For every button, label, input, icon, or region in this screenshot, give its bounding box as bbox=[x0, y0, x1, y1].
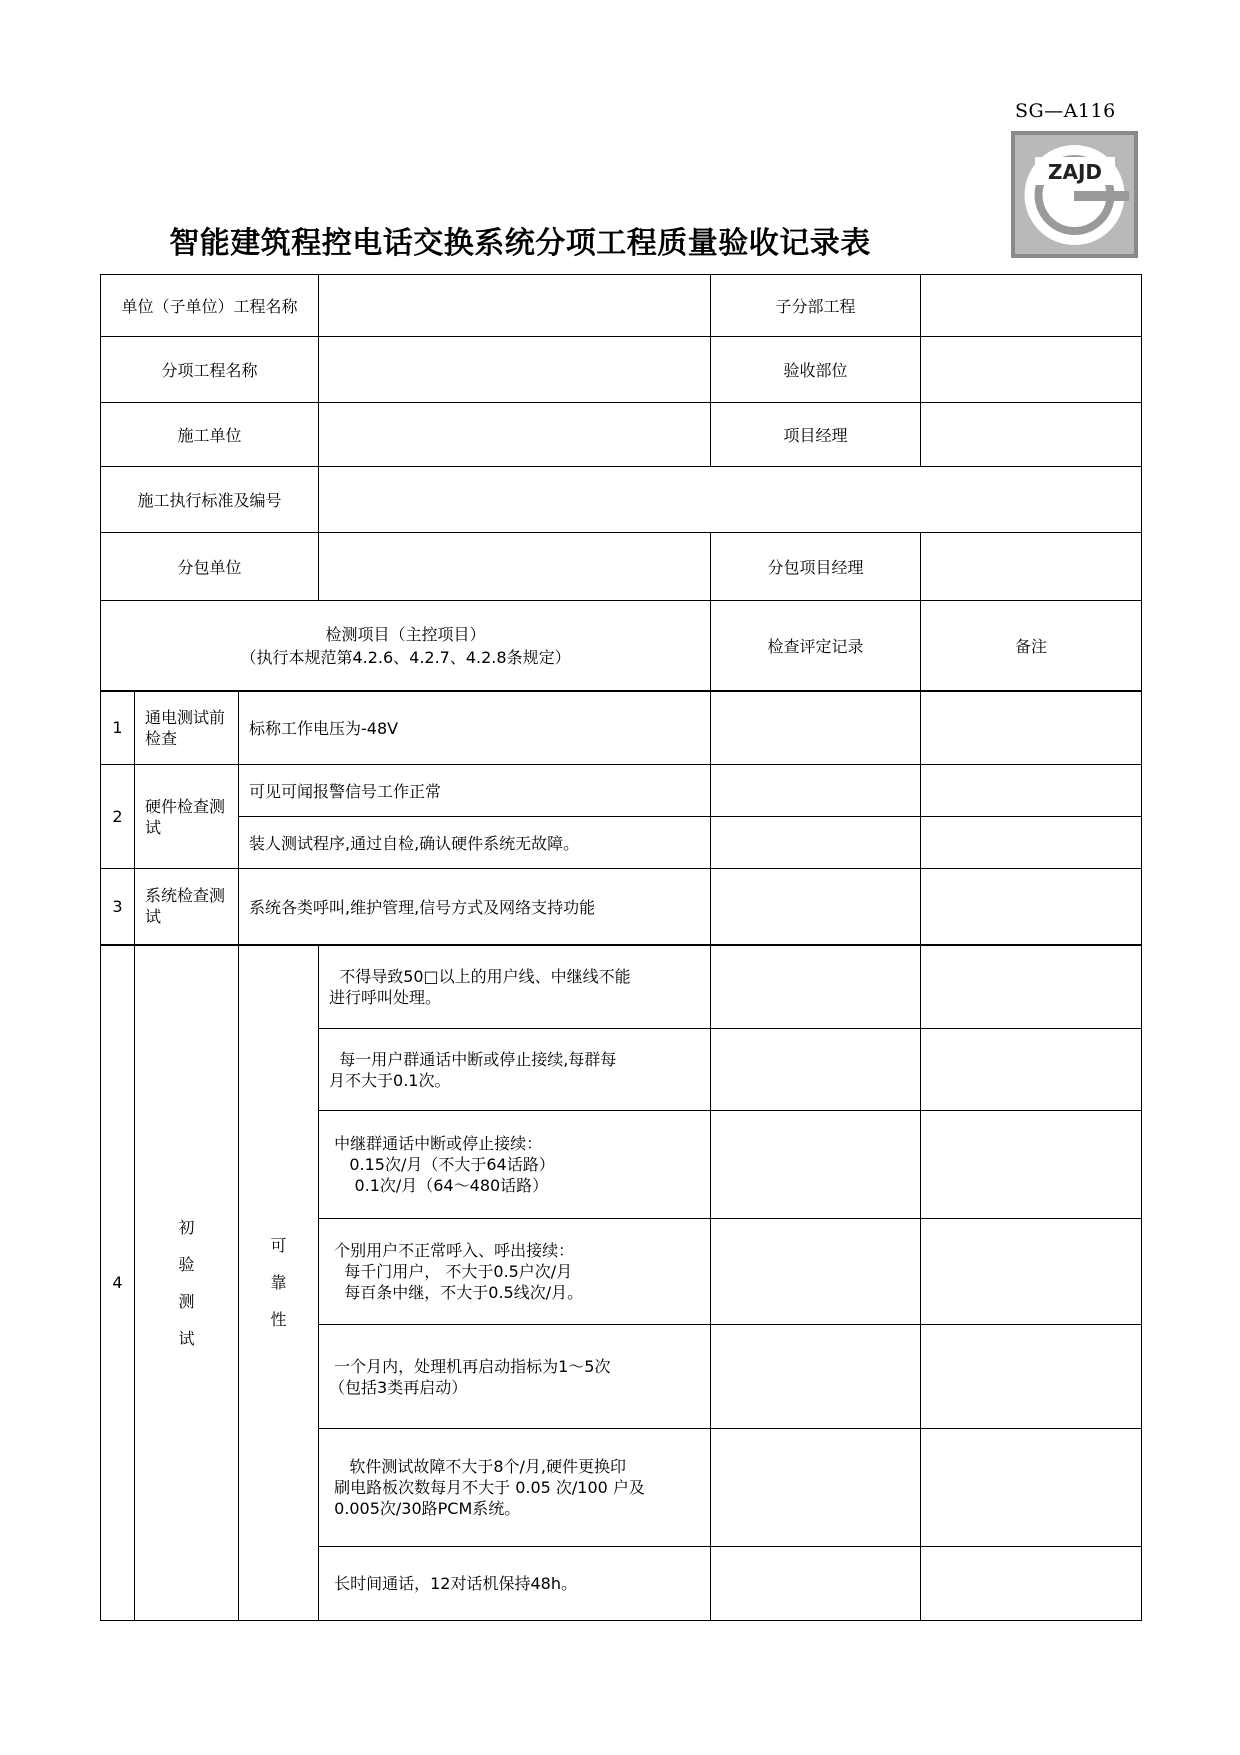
remarks-cell[interactable] bbox=[921, 817, 1142, 869]
row-number: 1 bbox=[101, 691, 135, 765]
subcontractor-field[interactable] bbox=[319, 533, 711, 601]
row-category: 通电测试前检查 bbox=[135, 691, 239, 765]
record-cell[interactable] bbox=[711, 1111, 921, 1219]
item-line: 每千门用户， 不大于0.5户次/月 bbox=[329, 1262, 573, 1281]
sub-division-field[interactable] bbox=[921, 275, 1142, 337]
category-char: 初 bbox=[178, 1217, 195, 1237]
reliability-item bbox=[319, 1429, 711, 1547]
items-header-line1: 检测项目（主控项目） bbox=[325, 625, 486, 645]
item-line: 长时间通话，12对话机保持48h。 bbox=[329, 1574, 577, 1593]
subcategory-char: 可 bbox=[270, 1236, 287, 1256]
record-cell[interactable] bbox=[711, 1429, 921, 1547]
item-line: （包括3类再启动） bbox=[329, 1377, 468, 1397]
item-line: 个别用户不正常呼入、呼出接续： bbox=[329, 1241, 575, 1260]
row-item: 可见可闻报警信号工作正常 bbox=[239, 765, 711, 817]
reliability-item bbox=[319, 1029, 711, 1111]
sub-pm-label: 分包项目经理 bbox=[711, 533, 921, 601]
item-line: 每百条中继，不大于0.5线次/月。 bbox=[329, 1283, 584, 1302]
record-cell[interactable] bbox=[711, 1547, 921, 1621]
items-header-line2: （执行本规范第4.2.6、4.2.7、4.2.8条规定） bbox=[240, 648, 571, 668]
items-column-header bbox=[101, 601, 711, 691]
sub-pm-field[interactable] bbox=[921, 533, 1142, 601]
record-cell[interactable] bbox=[711, 691, 921, 765]
item-line: 每一用户群通话中断或停止接续,每群每 bbox=[329, 1049, 617, 1069]
item-line: 0.1次/月（64～480话路） bbox=[329, 1176, 549, 1195]
unit-name-field[interactable] bbox=[319, 275, 711, 337]
category-char: 试 bbox=[178, 1328, 195, 1348]
row-number: 2 bbox=[101, 765, 135, 869]
category-char: 测 bbox=[178, 1291, 195, 1311]
page-title: 智能建筑程控电话交换系统分项工程质量验收记录表 bbox=[169, 226, 871, 261]
remarks-cell[interactable] bbox=[921, 1029, 1142, 1111]
sub-division-label: 子分部工程 bbox=[711, 275, 921, 337]
remarks-cell[interactable] bbox=[921, 1325, 1142, 1429]
item-line: 一个月内，处理机再启动指标为1～5次 bbox=[329, 1356, 611, 1376]
form-code: SG—A116 bbox=[1015, 100, 1116, 122]
subcategory-char: 性 bbox=[270, 1310, 287, 1330]
contractor-field[interactable] bbox=[319, 403, 711, 467]
standard-label: 施工执行标准及编号 bbox=[101, 467, 319, 533]
category-char: 验 bbox=[178, 1254, 195, 1274]
remarks-cell[interactable] bbox=[921, 1547, 1142, 1621]
remarks-cell[interactable] bbox=[921, 691, 1142, 765]
row-category: 硬件检查测试 bbox=[135, 765, 239, 869]
acceptance-record-table bbox=[100, 274, 1142, 1621]
remarks-cell[interactable] bbox=[921, 945, 1142, 1029]
remarks-cell[interactable] bbox=[921, 1111, 1142, 1219]
record-cell[interactable] bbox=[711, 817, 921, 869]
row-category bbox=[135, 945, 239, 1621]
remarks-cell[interactable] bbox=[921, 765, 1142, 817]
record-cell[interactable] bbox=[711, 1325, 921, 1429]
record-column-header: 检查评定记录 bbox=[711, 601, 921, 691]
record-cell[interactable] bbox=[711, 1219, 921, 1325]
item-line: 软件测试故障不大于8个/月,硬件更换印 bbox=[329, 1457, 627, 1476]
item-line: 0.15次/月（不大于64话路） bbox=[329, 1155, 555, 1174]
reliability-item bbox=[319, 1111, 711, 1219]
remarks-column-header: 备注 bbox=[921, 601, 1142, 691]
item-line: 刷电路板次数每月不大于 0.05 次/100 户及 bbox=[329, 1478, 645, 1497]
reliability-item bbox=[319, 1219, 711, 1325]
acceptance-part-field[interactable] bbox=[921, 337, 1142, 403]
item-name-field[interactable] bbox=[319, 337, 711, 403]
project-manager-label: 项目经理 bbox=[711, 403, 921, 467]
row-number: 4 bbox=[101, 945, 135, 1621]
row-subcategory bbox=[239, 945, 319, 1621]
record-cell[interactable] bbox=[711, 1029, 921, 1111]
acceptance-part-label: 验收部位 bbox=[711, 337, 921, 403]
remarks-cell[interactable] bbox=[921, 869, 1142, 945]
zajd-logo bbox=[1011, 131, 1138, 258]
remarks-cell[interactable] bbox=[921, 1429, 1142, 1547]
row-item: 装人测试程序,通过自检,确认硬件系统无故障。 bbox=[239, 817, 711, 869]
row-category: 系统检查测试 bbox=[135, 869, 239, 945]
item-line: 中继群通话中断或停止接续： bbox=[329, 1134, 543, 1153]
subcategory-char: 靠 bbox=[270, 1273, 287, 1293]
record-cell[interactable] bbox=[711, 765, 921, 817]
item-line: 0.005次/30路PCM系统。 bbox=[329, 1499, 521, 1518]
reliability-item bbox=[319, 1325, 711, 1429]
row-item: 系统各类呼叫,维护管理,信号方式及网络支持功能 bbox=[239, 869, 711, 945]
reliability-item bbox=[319, 945, 711, 1029]
item-name-label: 分项工程名称 bbox=[101, 337, 319, 403]
project-manager-field[interactable] bbox=[921, 403, 1142, 467]
record-cell[interactable] bbox=[711, 869, 921, 945]
standard-field[interactable] bbox=[319, 467, 1142, 533]
svg-text:ZAJD: ZAJD bbox=[1047, 160, 1103, 184]
subcontractor-label: 分包单位 bbox=[101, 533, 319, 601]
record-cell[interactable] bbox=[711, 945, 921, 1029]
item-line: 进行呼叫处理。 bbox=[329, 987, 442, 1007]
remarks-cell[interactable] bbox=[921, 1219, 1142, 1325]
item-line: 不得导致50□以上的用户线、中继线不能 bbox=[329, 966, 631, 986]
reliability-item bbox=[319, 1547, 711, 1621]
item-line: 月不大于0.1次。 bbox=[329, 1070, 451, 1090]
row-number: 3 bbox=[101, 869, 135, 945]
row-item: 标称工作电压为-48V bbox=[239, 691, 711, 765]
contractor-label: 施工单位 bbox=[101, 403, 319, 467]
unit-name-label: 单位（子单位）工程名称 bbox=[101, 275, 319, 337]
